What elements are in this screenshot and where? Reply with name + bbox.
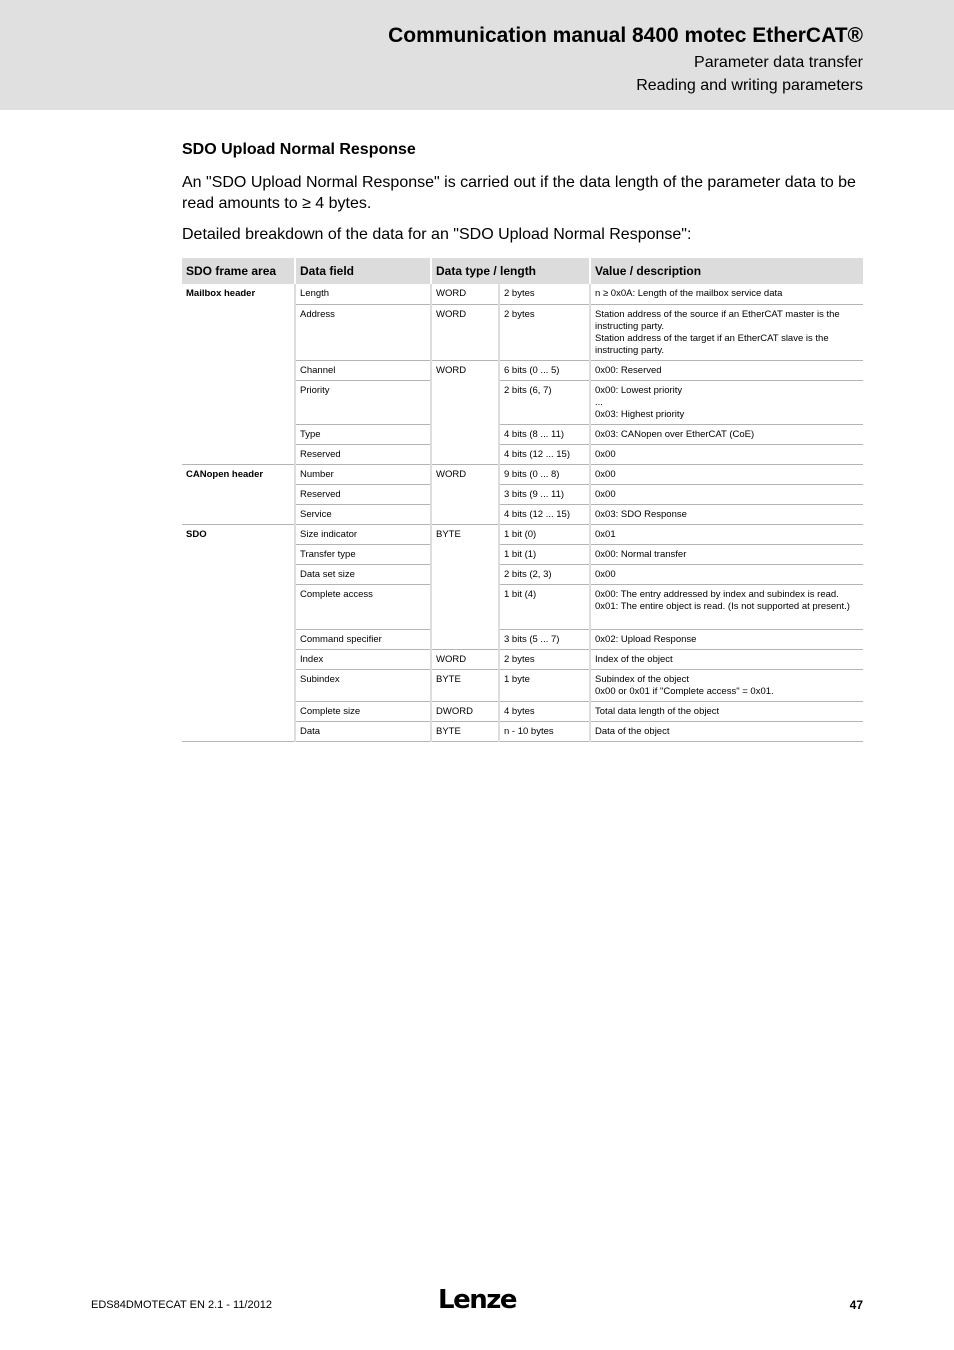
value-description-cell	[590, 544, 863, 564]
table-row	[182, 284, 863, 304]
data-field-cell: Complete access	[295, 584, 431, 629]
value-description-cell	[590, 504, 863, 524]
description-line: 0x00: Lowest priority	[595, 384, 683, 396]
description-line: Total data length of the object	[595, 705, 720, 717]
data-length-cell: 2 bytes	[499, 649, 590, 669]
value-description-cell	[590, 564, 863, 584]
description-line: 0x00	[595, 468, 616, 480]
data-field-cell: Subindex	[295, 669, 431, 701]
data-field-cell: Index	[295, 649, 431, 669]
document-title: Communication manual 8400 motec EtherCAT®	[388, 24, 863, 47]
value-description-cell	[590, 484, 863, 504]
table-row	[182, 464, 863, 484]
value-description-cell	[590, 424, 863, 444]
value-description-cell	[590, 584, 863, 629]
data-length-cell: 4 bits (8 ... 11)	[499, 424, 590, 444]
data-field-cell: Type	[295, 424, 431, 444]
section-title: Reading and writing parameters	[636, 77, 863, 94]
data-field-cell: Transfer type	[295, 544, 431, 564]
data-type-cell: WORD	[431, 284, 499, 304]
table-header-row	[182, 258, 863, 284]
description-line: 0x03: Highest priority	[595, 408, 685, 420]
value-description-cell	[590, 360, 863, 380]
table-row	[182, 524, 863, 544]
description-line: Index of the object	[595, 653, 673, 665]
header-sdo-frame-area: SDO frame area	[182, 258, 295, 284]
data-type-cell: BYTE	[431, 721, 499, 741]
data-length-cell: 1 byte	[499, 669, 590, 701]
value-description-cell	[590, 721, 863, 741]
description-line: 0x01: The entire object is read. (Is not supported at present.)	[595, 600, 850, 612]
data-type-cell: DWORD	[431, 701, 499, 721]
sdo-breakdown-table	[182, 258, 863, 742]
data-field-cell: Data	[295, 721, 431, 741]
document-id: EDS84DMOTECAT EN 2.1 - 11/2012	[91, 1299, 272, 1311]
data-length-cell: 3 bits (9 ... 11)	[499, 484, 590, 504]
data-type-cell: WORD	[431, 360, 499, 464]
data-length-cell: 1 bit (1)	[499, 544, 590, 564]
description-line: 0x00: Reserved	[595, 364, 662, 376]
description-line: 0x00	[595, 488, 616, 500]
description-line: Station address of the source if an EtherCAT master is the instructing party.	[595, 308, 840, 332]
data-type-cell: BYTE	[431, 669, 499, 701]
data-field-cell: Reserved	[295, 444, 431, 464]
data-field-cell: Channel	[295, 360, 431, 380]
data-field-cell: Length	[295, 284, 431, 304]
value-description-cell	[590, 284, 863, 304]
description-line: Station address of the target if an EtherCAT slave is the instructing party.	[595, 332, 829, 356]
description-line: Subindex of the object	[595, 673, 690, 685]
data-field-cell: Complete size	[295, 701, 431, 721]
description-line: ...	[595, 396, 603, 408]
description-line: 0x00: The entry addressed by index and subindex is read.	[595, 588, 839, 600]
data-length-cell: 4 bytes	[499, 701, 590, 721]
data-type-cell: BYTE	[431, 524, 499, 649]
section-heading: SDO Upload Normal Response	[182, 141, 416, 158]
description-line: 0x00	[595, 568, 616, 580]
data-length-cell: 6 bits (0 ... 5)	[499, 360, 590, 380]
intro-paragraph: An "SDO Upload Normal Response" is carried out if the data length of the parameter data to be read amounts to ≥ 4 bytes.	[182, 174, 856, 212]
description-line: 0x00 or 0x01 if "Complete access" = 0x01.	[595, 685, 774, 697]
table-caption: Detailed breakdown of the data for an "SDO Upload Normal Response":	[182, 226, 692, 243]
chapter-title: Parameter data transfer	[694, 54, 863, 71]
description-line: 0x03: SDO Response	[595, 508, 687, 520]
description-line: Data of the object	[595, 725, 670, 737]
value-description-cell	[590, 444, 863, 464]
data-type-cell: WORD	[431, 649, 499, 669]
data-length-cell: 1 bit (0)	[499, 524, 590, 544]
data-type-cell: WORD	[431, 464, 499, 524]
data-length-cell: 2 bytes	[499, 284, 590, 304]
area-mailbox-header: Mailbox header	[182, 284, 295, 464]
data-length-cell: 3 bits (5 ... 7)	[499, 629, 590, 649]
page-number: 47	[849, 1298, 863, 1312]
data-length-cell: 4 bits (12 ... 15)	[499, 444, 590, 464]
data-length-cell: 2 bits (6, 7)	[499, 380, 590, 424]
area-sdo: SDO	[182, 524, 295, 741]
data-length-cell: 2 bits (2, 3)	[499, 564, 590, 584]
description-line: 0x00	[595, 448, 616, 460]
data-type-cell: WORD	[431, 304, 499, 360]
description-line: n ≥ 0x0A: Length of the mailbox service data	[595, 288, 783, 299]
data-length-cell: n - 10 bytes	[499, 721, 590, 741]
value-description-cell	[590, 649, 863, 669]
data-field-cell: Service	[295, 504, 431, 524]
data-length-cell: 1 bit (4)	[499, 584, 590, 629]
description-line: 0x00: Normal transfer	[595, 548, 687, 560]
data-length-cell: 2 bytes	[499, 304, 590, 360]
value-description-cell	[590, 701, 863, 721]
data-field-cell: Data set size	[295, 564, 431, 584]
value-description-cell	[590, 464, 863, 484]
description-line: 0x01	[595, 528, 616, 540]
value-description-cell	[590, 380, 863, 424]
header-data-type-length: Data type / length	[431, 258, 590, 284]
data-field-cell: Size indicator	[295, 524, 431, 544]
value-description-cell	[590, 629, 863, 649]
header-data-field: Data field	[295, 258, 431, 284]
value-description-cell	[590, 669, 863, 701]
header-value-description: Value / description	[590, 258, 863, 284]
data-field-cell: Address	[295, 304, 431, 360]
data-field-cell: Command specifier	[295, 629, 431, 649]
data-length-cell: 9 bits (0 ... 8)	[499, 464, 590, 484]
data-field-cell: Number	[295, 464, 431, 484]
value-description-cell	[590, 524, 863, 544]
value-description-cell	[590, 304, 863, 360]
area-canopen-header: CANopen header	[182, 464, 295, 524]
data-field-cell: Reserved	[295, 484, 431, 504]
data-field-cell: Priority	[295, 380, 431, 424]
lenze-logo: Lenze	[438, 1285, 516, 1315]
data-length-cell: 4 bits (12 ... 15)	[499, 504, 590, 524]
description-line: 0x02: Upload Response	[595, 633, 697, 645]
description-line: 0x03: CANopen over EtherCAT (CoE)	[595, 428, 755, 440]
